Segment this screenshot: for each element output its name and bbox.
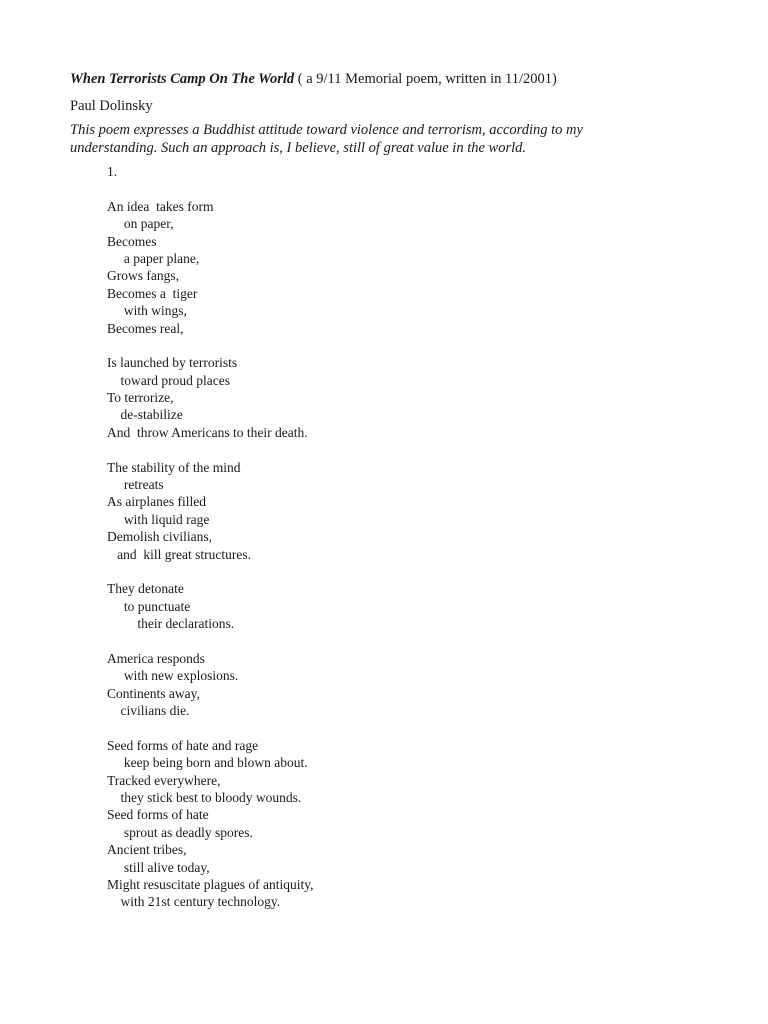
poem-line: They detonate <box>107 581 184 597</box>
poem-body <box>107 163 727 911</box>
poem-line: Continents away, <box>107 685 200 701</box>
intro-paragraph: This poem expresses a Buddhist attitude toward violence and terrorism, according to my understanding. Such an approach is, I believe, still of great value in the world. <box>70 122 583 156</box>
poem-line: de-stabilize <box>107 407 183 423</box>
author-name: Paul Dolinsky <box>70 98 153 114</box>
poem-line: they stick best to bloody wounds. <box>107 790 302 806</box>
poem-line: And throw Americans to their death. <box>107 424 308 440</box>
poem-line: Might resuscitate plagues of antiquity, <box>107 877 314 893</box>
poem-line: with new explosions. <box>107 668 239 684</box>
poem-line: Ancient tribes, <box>107 842 187 858</box>
poem-line: and kill great structures. <box>107 546 251 562</box>
poem-title: When Terrorists Camp On The World <box>70 71 295 87</box>
poem-line: keep being born and blown about. <box>107 755 308 771</box>
poem-line: Becomes a tiger <box>107 285 198 301</box>
poem-line: still alive today, <box>107 859 210 875</box>
poem-line <box>107 441 727 458</box>
poem-line <box>107 720 727 737</box>
poem-line: Is launched by terrorists <box>107 355 238 371</box>
poem-line: To terrorize, <box>107 390 174 406</box>
poem-line: toward proud places <box>107 372 230 388</box>
poem-line: As airplanes filled <box>107 494 206 510</box>
poem-line: retreats <box>107 477 164 493</box>
poem-line: An idea takes form <box>107 198 214 214</box>
poem-line: on paper, <box>107 216 174 232</box>
poem-line: with wings, <box>107 303 187 319</box>
poem-line <box>107 633 727 650</box>
poem-line: a paper plane, <box>107 250 200 266</box>
poem-line: Becomes <box>107 233 157 249</box>
poem-line: Becomes real, <box>107 320 184 336</box>
poem-line: Demolish civilians, <box>107 529 212 545</box>
poem-line: Seed forms of hate and rage <box>107 737 259 753</box>
poem-line: with liquid rage <box>107 511 210 527</box>
poem-line: Seed forms of hate <box>107 807 209 823</box>
poem-line: sprout as deadly spores. <box>107 824 253 840</box>
poem-subtitle: ( a 9/11 Memorial poem, written in 11/2001) <box>294 71 557 87</box>
poem-line: to punctuate <box>107 598 191 614</box>
title-line <box>70 69 557 89</box>
poem-line: 1. <box>107 164 118 179</box>
poem-line <box>107 180 727 197</box>
poem-line <box>107 337 727 354</box>
poem-line: with 21st century technology. <box>107 894 281 910</box>
poem-line <box>107 563 727 580</box>
poem-line: Grows fangs, <box>107 268 179 284</box>
poem-line: their declarations. <box>107 616 235 632</box>
poem-line: civilians die. <box>107 703 190 719</box>
poem-line: The stability of the mind <box>107 459 241 475</box>
poem-line: Tracked everywhere, <box>107 772 221 788</box>
poem-line: America responds <box>107 650 205 666</box>
